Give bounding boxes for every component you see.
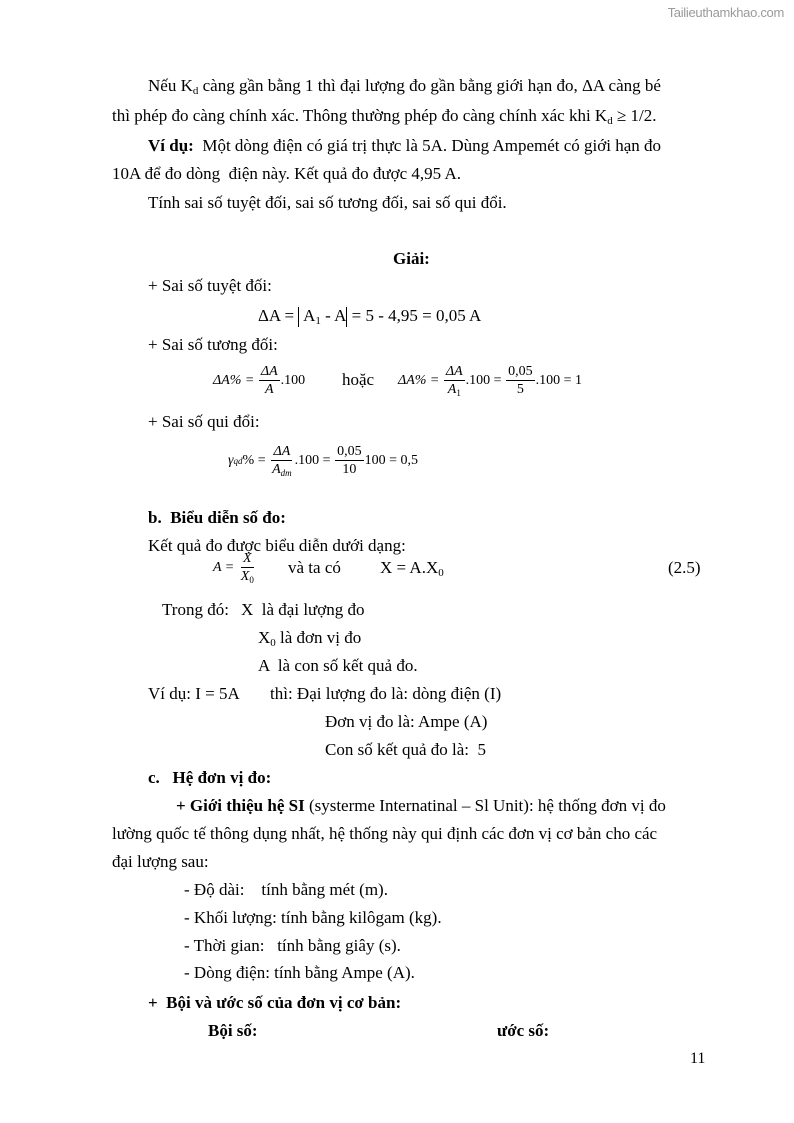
- text: A: [447, 382, 457, 397]
- subscript: d: [607, 115, 613, 127]
- text: .100: [280, 373, 306, 388]
- text: .100 =: [294, 453, 335, 468]
- where-label: Trong đó:: [162, 600, 229, 619]
- text: 100 = 0,5: [364, 453, 418, 468]
- denominator: [446, 381, 463, 399]
- text: .100 = 1: [535, 373, 582, 388]
- gamma-symbol: γ: [228, 453, 234, 468]
- abs-bar: [298, 307, 299, 327]
- text: và ta có: [288, 558, 341, 577]
- abs-error-formula: [258, 305, 481, 327]
- paragraph-line: đại lượng sau:: [112, 852, 209, 871]
- unit-item: - Độ dài: tính bằng mét (m).: [184, 880, 388, 899]
- conv-formula: γ qd % = $\frac{\Delta A}{A_{dm}}$ .100 = $\frac{0,05}{10}$ 100 = 0,5: [228, 444, 418, 478]
- text: X: [258, 628, 271, 647]
- text: X: [240, 569, 250, 584]
- example-line: [148, 135, 661, 157]
- subscript: 0: [438, 567, 444, 579]
- example-line: Đơn vị đo là: Ampe (A): [325, 712, 488, 731]
- paragraph-line: 10A để đo dòng điện này. Kết quả đo được 4,95 A.: [112, 164, 462, 183]
- rel-error-label: + Sai số tương đối:: [148, 335, 278, 354]
- text: % =: [242, 453, 270, 468]
- abs-error-label: + Sai số tuyệt đối:: [148, 276, 272, 295]
- numerator: X: [243, 551, 252, 566]
- text: là đơn vị đo: [275, 628, 362, 647]
- fraction: [506, 363, 535, 399]
- paragraph-line: [148, 75, 661, 97]
- numerator: ΔA: [260, 364, 278, 379]
- text: ΔA =: [258, 306, 295, 325]
- bold-text: + Giới thiệu hệ SI: [176, 796, 305, 815]
- example-line: thì: Đại lượng đo là: dòng điện (I): [270, 684, 502, 703]
- paragraph-line: Tính sai số tuyệt đối, sai số tương đối, sai số qui đổi.: [148, 193, 507, 212]
- denominator: 5: [516, 382, 524, 397]
- subscript: 1: [315, 315, 321, 327]
- text: A: [303, 306, 316, 325]
- paragraph-line: [112, 105, 657, 127]
- fraction: [259, 363, 280, 399]
- section-b-heading: b. Biểu diễn số đo:: [148, 508, 286, 527]
- example-label: Ví dụ:: [148, 136, 194, 155]
- rel-formula-1: [213, 363, 305, 399]
- text: A: [272, 462, 281, 477]
- text: .100 =: [465, 373, 506, 388]
- text: ΔA% =: [398, 373, 443, 388]
- numerator: 0,05: [337, 444, 362, 459]
- text: Một dòng điện có giá trị thực là 5A. Dùng Ampemét có giới hạn đo: [193, 136, 662, 155]
- paragraph-line: Kết quả đo được biểu diễn dưới dạng:: [148, 536, 406, 555]
- text: Nếu K: [148, 76, 193, 95]
- equation-number: (2.5): [668, 558, 701, 577]
- fraction: [444, 363, 465, 399]
- multiples-label: Bội số:: [208, 1021, 258, 1040]
- unit-item: - Dòng điện: tính bằng Ampe (A).: [184, 963, 415, 982]
- text: = 5 - 4,95 = 0,05 A: [347, 306, 482, 325]
- repr-formula: [213, 550, 257, 586]
- subscript: dm: [280, 468, 292, 478]
- equation: [380, 557, 444, 579]
- si-intro: [176, 795, 666, 817]
- subscript: 0: [270, 637, 276, 649]
- text: càng gần bằng 1 thì đại lượng đo gần bằng giới hạn đo, ΔA càng bé: [198, 76, 661, 95]
- subscript: 1: [456, 388, 461, 398]
- fraction: [270, 443, 294, 479]
- conv-error-label: + Sai số qui đổi:: [148, 412, 260, 431]
- rel-formula-2: [398, 363, 582, 399]
- fraction: [239, 550, 256, 586]
- or-text: hoặc: [342, 370, 375, 389]
- paragraph-line: lường quốc tế thông dụng nhất, hệ thống này qui định các đơn vị cơ bản cho các: [112, 824, 658, 843]
- where-line: A là con số kết quả đo.: [258, 656, 418, 675]
- text: ≥ 1/2.: [612, 106, 657, 125]
- solution-title: Giải:: [393, 249, 430, 268]
- numerator: ΔA: [445, 364, 463, 379]
- text: X = A.X: [380, 558, 439, 577]
- subscript: d: [192, 85, 199, 97]
- page-number: 11: [690, 1050, 706, 1067]
- text: ΔA% =: [213, 373, 258, 388]
- text: (systerme Internatinal – Sl Unit): hệ thống đơn vị đo: [304, 796, 666, 815]
- subscript: 0: [249, 575, 254, 585]
- multiples-heading: + Bội và ước số của đơn vị cơ bản:: [148, 993, 402, 1012]
- text: - A: [320, 306, 347, 325]
- where-line: [258, 627, 361, 649]
- fraction: [335, 443, 364, 479]
- text: A =: [213, 560, 238, 575]
- numerator: 0,05: [508, 364, 533, 379]
- where-line: X là đại lượng đo: [241, 600, 365, 619]
- denominator: [270, 461, 294, 479]
- denominator: 10: [342, 462, 357, 477]
- example-line: Ví dụ: I = 5A: [148, 684, 240, 703]
- denominator: [239, 568, 256, 586]
- submultiples-label: ước số:: [497, 1021, 550, 1040]
- section-c-heading: c. Hệ đơn vị đo:: [148, 768, 272, 787]
- watermark: Tailieuthamkhao.com: [667, 5, 784, 20]
- unit-item: - Khối lượng: tính bằng kilôgam (kg).: [184, 908, 442, 927]
- denominator: A: [265, 382, 274, 397]
- text: thì phép đo càng chính xác. Thông thường phép đo càng chính xác khi K: [112, 106, 608, 125]
- numerator: ΔA: [273, 444, 291, 459]
- example-line: Con số kết quả đo là: 5: [325, 740, 487, 759]
- unit-item: - Thời gian: tính bằng giây (s).: [184, 936, 401, 955]
